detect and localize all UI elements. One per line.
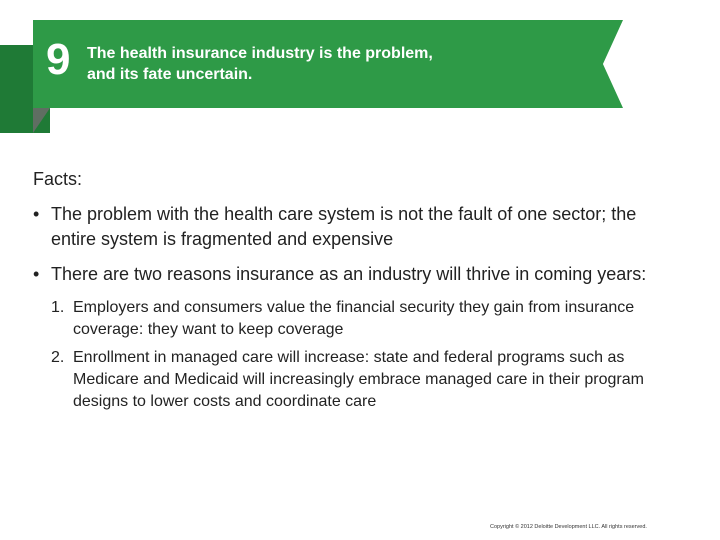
slide-title-line-2: and its fate uncertain. bbox=[87, 66, 253, 83]
list-item-text: Employers and consumers value the financial security they gain from insurance coverage: they want to keep coverage bbox=[73, 299, 635, 338]
bullet-dot-icon: • bbox=[33, 264, 40, 284]
numbered-list-item bbox=[33, 297, 683, 341]
slide-body bbox=[33, 168, 683, 419]
bullet-text: There are two reasons insurance as an industry will thrive in coming years: bbox=[51, 264, 647, 284]
bullet-text: The problem with the health care system is not the fault of one sector; the entire system is fragmented and expensive bbox=[51, 204, 637, 249]
facts-heading: Facts: bbox=[33, 169, 83, 189]
list-item-text: Enrollment in managed care will increase: state and federal programs such as Medicare and Medicaid will increasingly embrace managed care in their program designs to lower costs and coordinate care bbox=[73, 349, 644, 410]
bullet-dot-icon: • bbox=[33, 204, 40, 224]
copyright-notice: Copyright © 2012 Deloitte Development LLC. All rights reserved. bbox=[490, 524, 647, 530]
numbered-list bbox=[33, 297, 683, 413]
slide-title-line-1: The health insurance industry is the problem, bbox=[87, 45, 433, 62]
bullet-item bbox=[33, 202, 683, 252]
numbered-list-item bbox=[33, 347, 683, 413]
list-number: 1. bbox=[51, 299, 65, 316]
section-number: 9 bbox=[46, 35, 71, 84]
banner-fold-shadow bbox=[33, 108, 50, 133]
bullet-item bbox=[33, 262, 683, 287]
list-number: 2. bbox=[51, 349, 65, 366]
slide-title bbox=[87, 43, 507, 85]
